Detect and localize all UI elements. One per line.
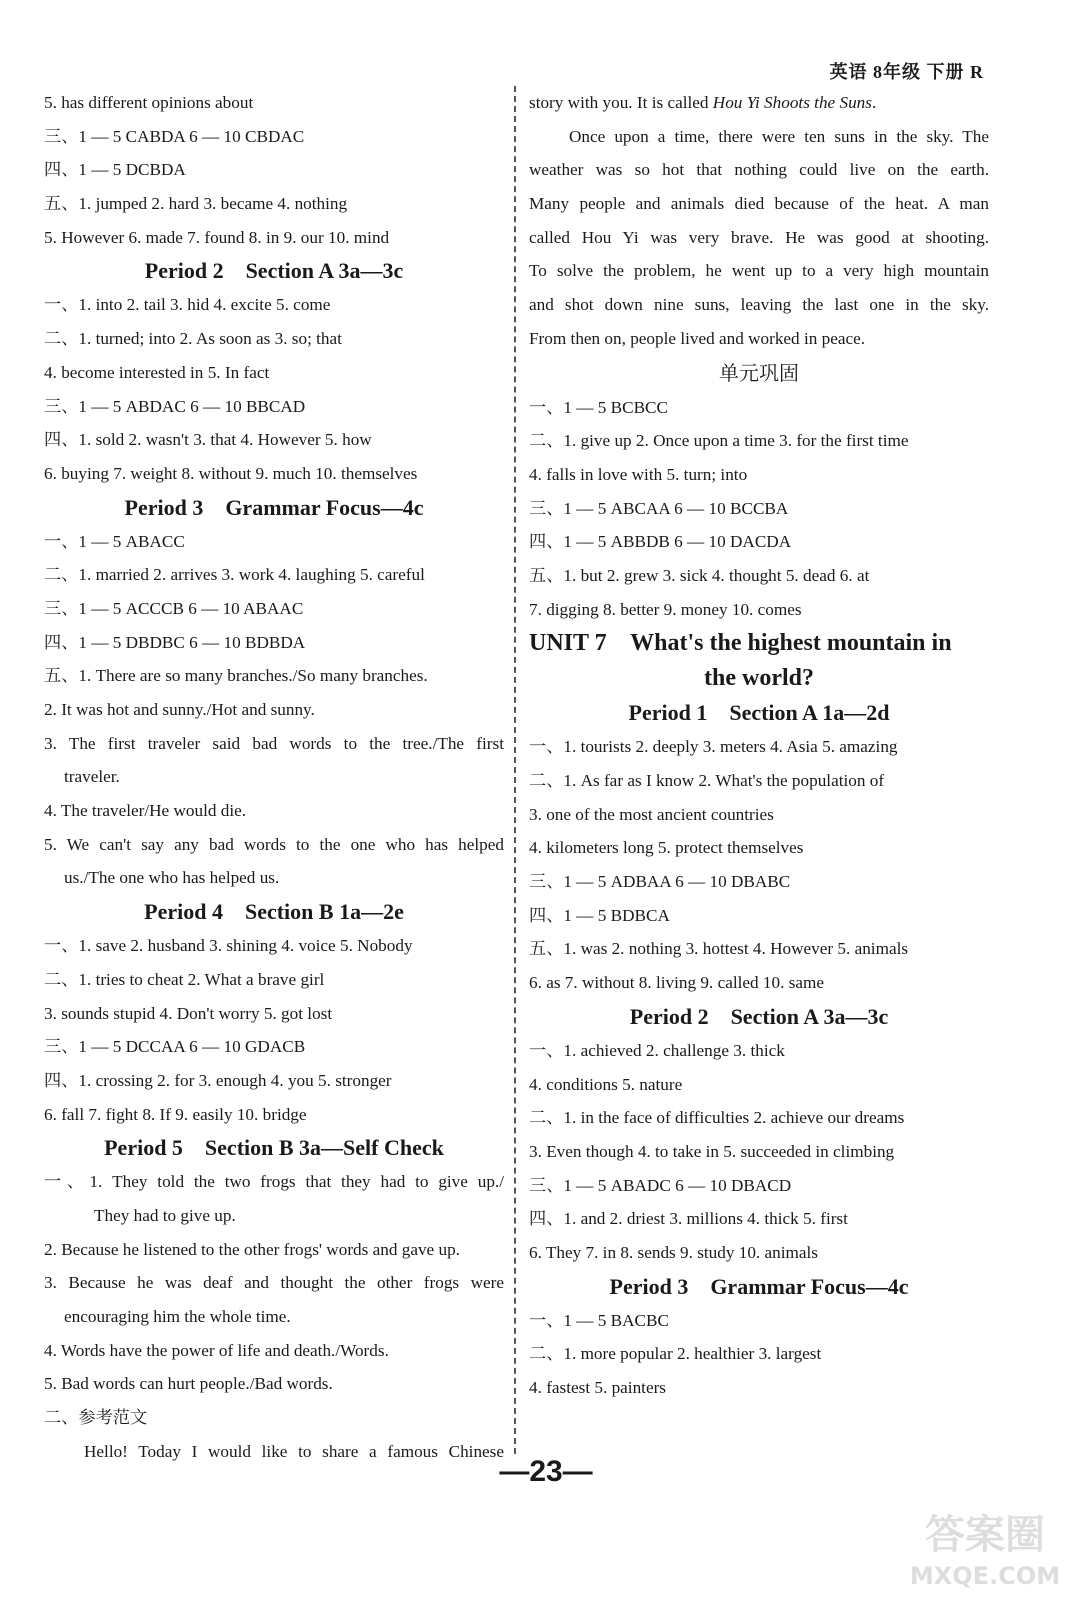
answer-line: 五、1. jumped 2. hard 3. became 4. nothing xyxy=(44,194,348,214)
answer-line: 2. Because he listened to the other frogs' words and gave up. xyxy=(44,1239,460,1259)
answer-line: Hello! Today I would like to share a famous Chinese xyxy=(84,1441,504,1461)
answer-line: 二、1. tries to cheat 2. What a brave girl xyxy=(44,969,325,989)
unit-title: UNIT 7 What's the highest mountain in xyxy=(529,630,952,657)
answer-line: 3. Because he was deaf and thought the other frogs were xyxy=(44,1273,504,1293)
unit-review-heading: 单元巩固 xyxy=(719,360,799,385)
answer-line: 二、1. in the face of difficulties 2. achieve our dreams xyxy=(529,1108,905,1128)
answer-line: 4. The traveler/He would die. xyxy=(44,801,247,821)
section-heading: Period 2 Section A 3a—3c xyxy=(144,258,404,284)
answer-line: 3. The first traveler said bad words to the tree./The first xyxy=(44,733,504,753)
section-heading: Period 1 Section A 1a—2d xyxy=(628,700,890,726)
answer-line: To solve the problem, he went up to a very high mountain xyxy=(529,261,989,281)
answer-line: 二、1. As far as I know 2. What's the population of xyxy=(529,771,885,790)
answer-line: 4. kilometers long 5. protect themselves xyxy=(529,838,804,858)
answer-line: 6. fall 7. fight 8. If 9. easily 10. bridge xyxy=(44,1104,307,1124)
answer-line: 5. has different opinions about xyxy=(44,93,254,112)
answer-line: 一、1 — 5 BCBCC xyxy=(529,397,668,417)
section-heading: Period 3 Grammar Focus—4c xyxy=(609,1273,909,1299)
answer-line: 一、1 — 5 BACBC xyxy=(529,1310,669,1330)
answer-line: 四、1 — 5 DBDBC 6 — 10 BDBDA xyxy=(44,632,306,652)
section-heading: Period 4 Section B 1a—2e xyxy=(144,899,404,925)
answer-line: 6. They 7. in 8. sends 9. study 10. animals xyxy=(529,1242,818,1262)
text-segment: . xyxy=(871,93,877,112)
answer-line: 一、1. save 2. husband 3. shining 4. voice 5. Nobody xyxy=(44,936,413,956)
answer-line: us./The one who has helped us. xyxy=(64,868,280,888)
answer-line: 3. one of the most ancient countries xyxy=(529,804,774,824)
right-column xyxy=(529,86,989,1405)
answer-line: 五、1. There are so many branches./So many branches. xyxy=(44,666,428,686)
section-heading: Period 2 Section A 3a—3c xyxy=(629,1003,889,1029)
column-divider xyxy=(514,86,516,1454)
answer-line: 3. sounds stupid 4. Don't worry 5. got lost xyxy=(44,1003,333,1023)
answer-line: 五、1. was 2. nothing 3. hottest 4. However 5. animals xyxy=(529,939,909,959)
answer-line: 二、1. give up 2. Once upon a time 3. for the first time xyxy=(529,431,909,451)
answer-line: From then on, people lived and worked in peace. xyxy=(529,328,866,348)
answer-line: 三、1 — 5 ABCAA 6 — 10 BCCBA xyxy=(529,498,789,518)
answer-line: called Hou Yi was very brave. He was good at shooting. xyxy=(529,227,989,247)
answer-line: 4. fastest 5. painters xyxy=(529,1378,666,1397)
answer-line: 一、1. tourists 2. deeply 3. meters 4. Asia 5. amazing xyxy=(529,737,898,757)
answer-line: 7. digging 8. better 9. money 10. comes xyxy=(529,599,802,619)
unit-title-continued: the world? xyxy=(704,665,814,692)
answer-line: 6. buying 7. weight 8. without 9. much 10. themselves xyxy=(44,463,418,483)
answer-line: 四、1. sold 2. wasn't 3. that 4. However 5. how xyxy=(44,430,372,450)
answer-line: weather was so hot that nothing could live on the earth. xyxy=(529,160,989,180)
left-column xyxy=(44,86,504,1468)
story-title: Hou Yi Shoots the Suns xyxy=(712,93,872,112)
answer-line: 4. Words have the power of life and death./Words. xyxy=(44,1340,389,1360)
answer-line: 4. falls in love with 5. turn; into xyxy=(529,464,748,484)
answer-line: encouraging him the whole time. xyxy=(64,1307,291,1326)
answer-line: 五、1. but 2. grew 3. sick 4. thought 5. dead 6. at xyxy=(529,565,870,585)
answer-line: 三、1 — 5 ABDAC 6 — 10 BBCAD xyxy=(44,396,306,416)
section-heading: Period 3 Grammar Focus—4c xyxy=(124,494,424,520)
answer-line: 三、1 — 5 ADBAA 6 — 10 DBABC xyxy=(529,872,791,892)
answer-line: 三、1 — 5 CABDA 6 — 10 CBDAC xyxy=(44,126,305,146)
answer-line: 一、1. They told the two frogs that they had to give up./ xyxy=(44,1172,504,1192)
answer-line: 2. It was hot and sunny./Hot and sunny. xyxy=(44,700,315,719)
answer-line: 四、1 — 5 BDBCA xyxy=(529,905,670,925)
answer-line: 三、1 — 5 ABADC 6 — 10 DBACD xyxy=(529,1175,792,1195)
answer-line: 三、1 — 5 DCCAA 6 — 10 GDACB xyxy=(44,1037,306,1057)
answer-line: 四、1. and 2. driest 3. millions 4. thick 5. first xyxy=(529,1209,848,1229)
answer-line: 二、1. more popular 2. healthier 3. largest xyxy=(529,1344,822,1364)
text-segment: story with you. It is called xyxy=(529,93,713,112)
answer-line: 四、1 — 5 DCBDA xyxy=(44,160,186,180)
answer-line: 二、1. turned; into 2. As soon as 3. so; that xyxy=(44,329,342,349)
book-header-tag: 英语 8年级 下册 R xyxy=(829,62,984,82)
answer-line xyxy=(529,86,989,120)
answer-line: traveler. xyxy=(64,767,120,787)
watermark-text: 答案圈 xyxy=(925,1512,1045,1558)
answer-line: 3. Even though 4. to take in 5. succeeded in climbing xyxy=(529,1141,895,1161)
answer-line: 二、1. married 2. arrives 3. work 4. laughing 5. careful xyxy=(44,565,425,585)
answer-line: 4. conditions 5. nature xyxy=(529,1074,683,1094)
answer-line: 四、1 — 5 ABBDB 6 — 10 DACDA xyxy=(529,532,792,552)
page-number: —23— xyxy=(499,1455,593,1488)
answer-line: 一、1. achieved 2. challenge 3. thick xyxy=(529,1040,785,1060)
answer-line: 4. become interested in 5. In fact xyxy=(44,362,270,382)
answer-line: 6. as 7. without 8. living 9. called 10. same xyxy=(529,973,825,993)
answer-line: 四、1. crossing 2. for 3. enough 4. you 5. stronger xyxy=(44,1070,392,1090)
answer-line: 三、1 — 5 ACCCB 6 — 10 ABAAC xyxy=(44,598,304,618)
answer-line: Many people and animals died because of the heat. A man xyxy=(529,194,989,214)
answer-line: 5. However 6. made 7. found 8. in 9. our 10. mind xyxy=(44,227,390,247)
answer-line: and shot down nine suns, leaving the last one in the sky. xyxy=(529,295,989,315)
answer-line: They had to give up. xyxy=(94,1205,236,1225)
answer-line: 5. Bad words can hurt people./Bad words. xyxy=(44,1374,333,1394)
answer-line: 一、1 — 5 ABACC xyxy=(44,531,185,551)
watermark-logo xyxy=(896,1504,1074,1592)
answer-line: 5. We can't say any bad words to the one who has helped xyxy=(44,834,504,854)
watermark-url: MXQE.COM xyxy=(909,1562,1061,1590)
answer-line: 一、1. into 2. tail 3. hid 4. excite 5. come xyxy=(44,295,331,315)
section-heading: Period 5 Section B 3a—Self Check xyxy=(104,1135,444,1161)
answer-line: Once upon a time, there were ten suns in the sky. The xyxy=(569,126,989,146)
answer-line: 二、参考范文 xyxy=(44,1408,148,1428)
